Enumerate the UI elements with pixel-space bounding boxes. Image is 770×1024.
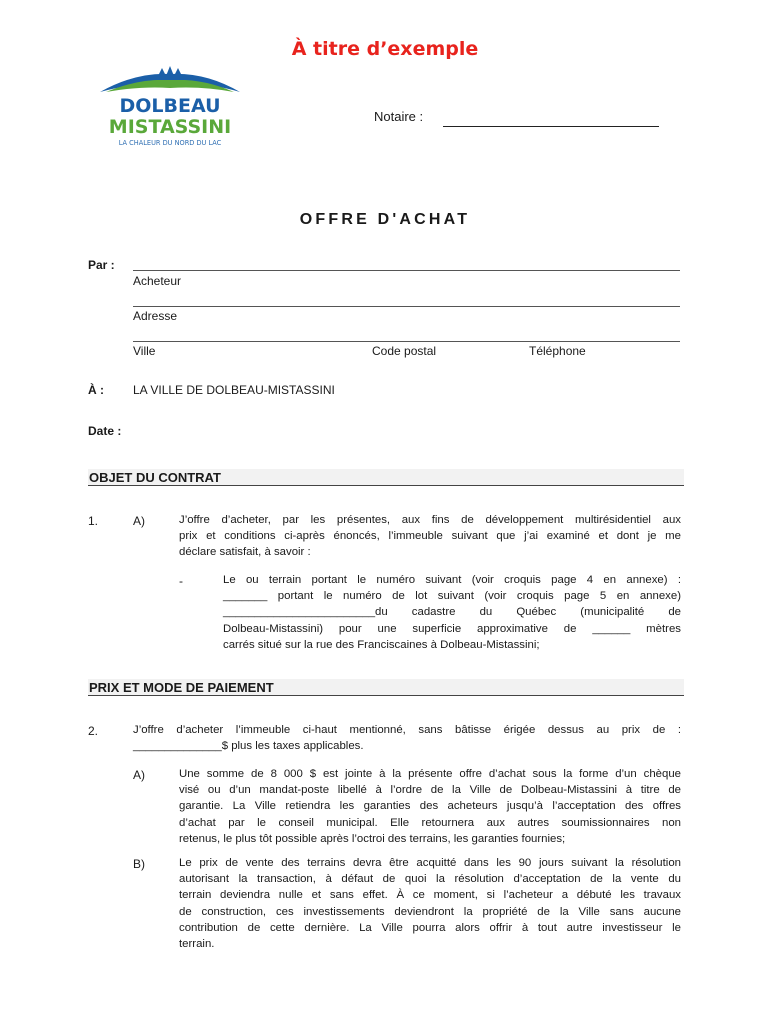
clause-2-sub-b: B) bbox=[133, 857, 145, 871]
code-postal-label: Code postal bbox=[372, 344, 437, 358]
adresse-line bbox=[133, 306, 680, 307]
lot-description bbox=[223, 572, 681, 653]
a-label: À : bbox=[88, 383, 104, 397]
text-line: visé ou d’un mandat-poste libellé à l’ordre de la Ville de Dolbeau-Mistassini à titre de bbox=[179, 784, 681, 797]
text-line: prix et conditions ci-après énoncés, l’immeuble suivant que j’ai examiné et dont je me bbox=[179, 530, 681, 543]
text-line: J’offre d’acheter, par les présentes, aux fins de développement multirésidentiel aux bbox=[179, 514, 681, 526]
clause-1-sub-a: A) bbox=[133, 514, 145, 528]
text-line: contribution de cette dernière. La Ville pourra alors offrir à tout autre investisseur le bbox=[179, 921, 681, 934]
section-heading-objet: OBJET DU CONTRAT bbox=[88, 469, 684, 486]
text-line: déclare satisfait, à savoir : bbox=[179, 546, 311, 559]
document-title: OFFRE D'ACHAT bbox=[299, 211, 471, 228]
date-label: Date : bbox=[88, 424, 122, 438]
logo-emblem-icon bbox=[96, 62, 244, 152]
text-line: Une somme de 8 000 $ est jointe à la présente offre d’achat sous la forme d’un chèque bbox=[179, 768, 681, 780]
text-line: Le prix de vente des terrains devra être acquitté dans les 90 jours suivant la résolution bbox=[179, 857, 681, 869]
text-line: terrain deviendra nulle et sans effet. À ce moment, si l’acheteur a débuté les travaux bbox=[179, 889, 681, 902]
logo-name-line1: DOLBEAU bbox=[119, 95, 221, 117]
notaire-label: Notaire : bbox=[374, 109, 424, 124]
acheteur-line bbox=[133, 270, 680, 271]
text-line: de construction, ces investissements deviendront la propriété de la Ville sans aucune bbox=[179, 905, 681, 918]
text-line: terrain. bbox=[179, 938, 215, 951]
text-line: J’offre d’acheter l’immeuble ci-haut mentionné, sans bâtisse érigée dessus au prix de : bbox=[133, 724, 681, 736]
text-line: Dolbeau-Mistassini) pour une superficie approximative de ______ mètres bbox=[223, 622, 681, 635]
text-line: ______________$ plus les taxes applicables. bbox=[133, 740, 364, 753]
telephone-label: Téléphone bbox=[529, 344, 586, 358]
clause-2-a-text bbox=[179, 766, 681, 847]
par-label: Par : bbox=[88, 258, 115, 272]
list-dash: - bbox=[179, 574, 183, 588]
ville-line bbox=[133, 341, 680, 342]
clause-1-text bbox=[179, 512, 681, 561]
text-line: _______ portant le numéro de lot suivant (voir croquis page 5 en annexe) bbox=[223, 590, 681, 603]
text-line: ________________________du cadastre du Québec (municipalité de bbox=[223, 606, 681, 619]
logo-name-line2: MISTASSINI bbox=[108, 116, 232, 138]
clause-2-sub-a: A) bbox=[133, 768, 145, 782]
watermark-text: À titre d’exemple bbox=[291, 38, 479, 60]
text-line: Le ou terrain portant le numéro suivant (voir croquis page 4 en annexe) : bbox=[223, 574, 681, 586]
text-line: autorisant la transaction, à défaut de quoi la résolution d’acceptation de la vente du bbox=[179, 873, 681, 886]
ville-label: Ville bbox=[133, 344, 156, 358]
text-line: retenus, le plus tôt possible après l’octroi des terrains, les garanties fournies; bbox=[179, 832, 566, 845]
text-line: d’achat par le conseil municipal. Elle retournera aux autres soumissionnaires non bbox=[179, 816, 681, 829]
clause-number-2: 2. bbox=[88, 724, 99, 738]
clause-2-intro bbox=[133, 722, 681, 754]
adresse-label: Adresse bbox=[133, 309, 178, 323]
city-logo bbox=[96, 62, 244, 152]
logo-tagline: LA CHALEUR DU NORD DU LAC bbox=[118, 139, 222, 147]
acheteur-label: Acheteur bbox=[133, 274, 182, 288]
notaire-signature-line bbox=[443, 126, 659, 127]
recipient-name: LA VILLE DE DOLBEAU-MISTASSINI bbox=[133, 383, 335, 397]
text-line: garantie. La Ville retiendra les garanties des acheteurs jusqu’à l’acceptation des offres bbox=[179, 800, 681, 813]
clause-2-b-text bbox=[179, 855, 681, 952]
text-line: carrés situé sur la rue des Franciscaines à Dolbeau-Mistassini; bbox=[223, 638, 540, 651]
section-heading-prix: PRIX ET MODE DE PAIEMENT bbox=[88, 679, 684, 696]
clause-number-1: 1. bbox=[88, 514, 99, 528]
